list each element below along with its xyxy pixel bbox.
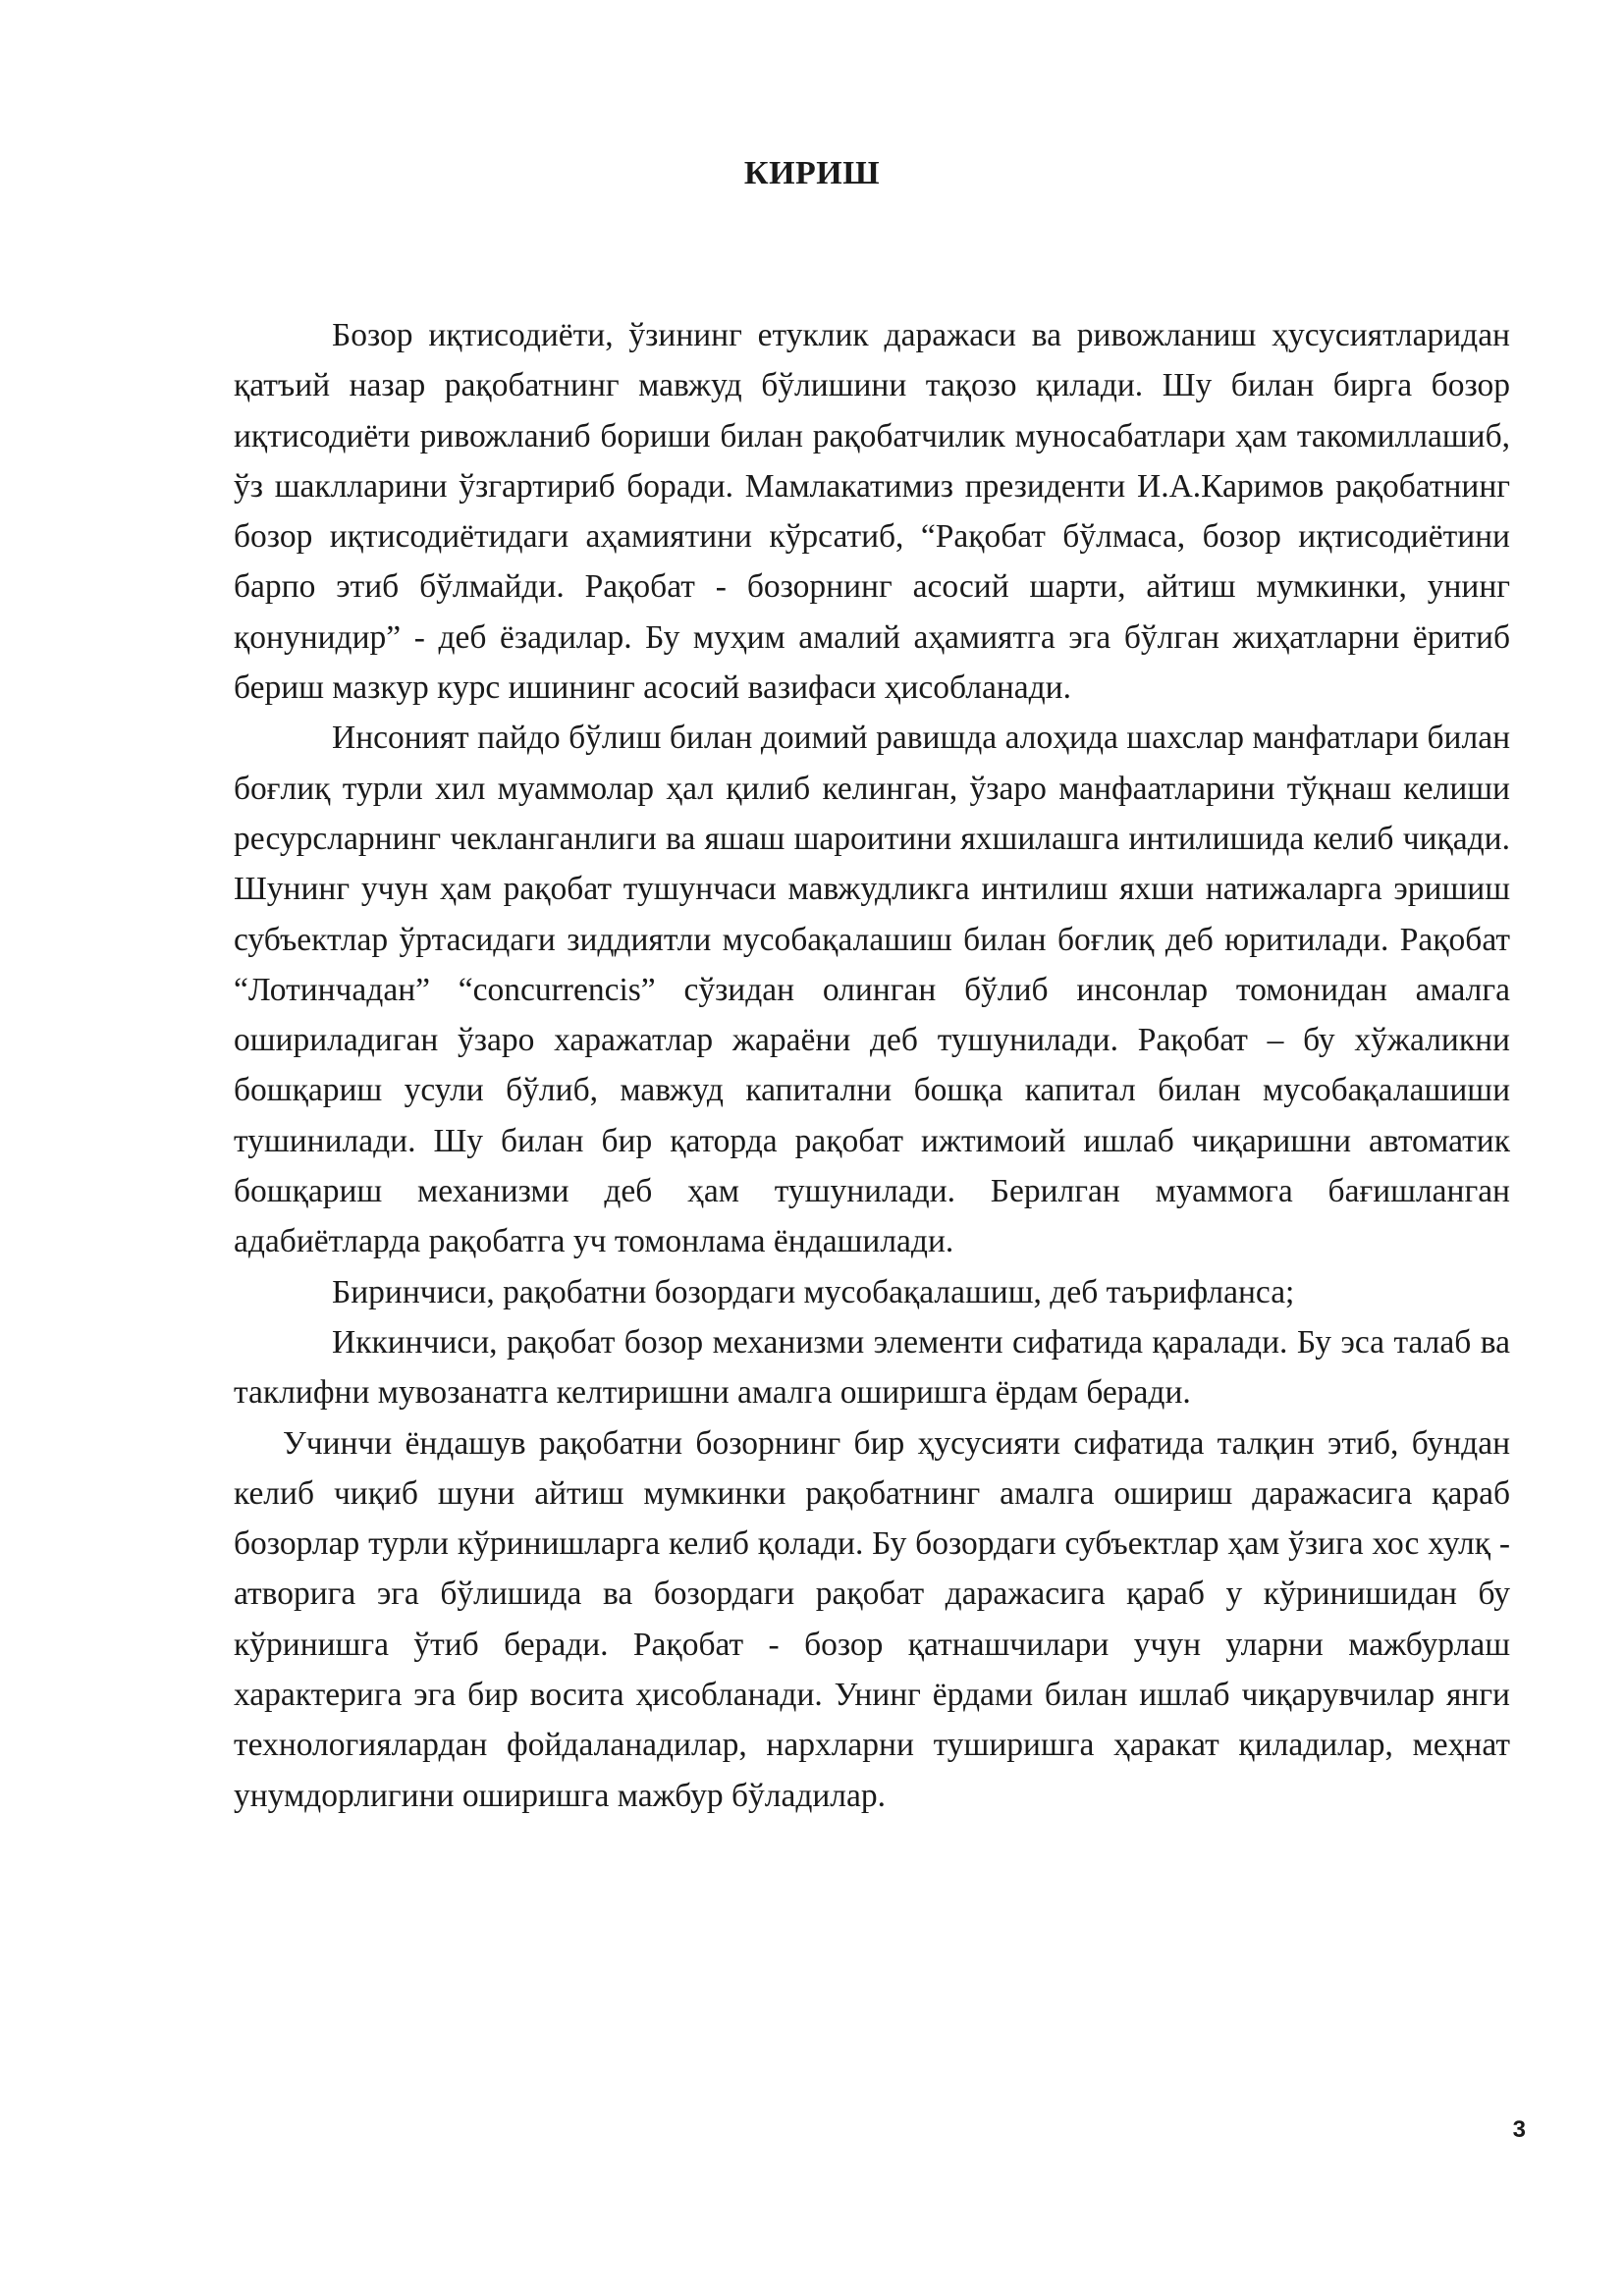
page-title: КИРИШ xyxy=(743,155,881,191)
page-number: 3 xyxy=(1512,2116,1526,2143)
paragraph-5: Учинчи ёндашув рақобатни бозорнинг бир ҳусусияти сифатида талқин этиб, бундан келиб чиқиб шуни айтиш мумкинки рақобатнинг амалга ошириш даражасига қараб бозорлар турли кўринишларга келиб қолади. Бу бозордаги субъектлар ҳам ўзига хос хулқ - атворига эга бўлишида ва бозордаги рақобат даражасига қараб у кўринишидан бу кўринишга ўтиб беради. Рақобат - бозор қатнашчилари учун уларни мажбурлаш характерига эга бир восита ҳисобланади. Унинг ёрдами билан ишлаб чиқарувчилар янги технологиялардан фойдаланадилар, нархларни туширишга ҳаракат қиладилар, меҳнат унумдорлигини оширишга мажбур бўладилар. xyxy=(234,1424,1510,1814)
body-text xyxy=(234,310,1510,1821)
paragraph-4: Иккинчиси, рақобат бозор механизми элементи сифатида қаралади. Бу эса талаб ва таклифни мувозанатга келтиришни амалга оширишга ёрдам беради. xyxy=(234,1323,1510,1412)
paragraph-2: Инсоният пайдо бўлиш билан доимий равишда алоҳида шахслар манфатлари билан боғлиқ турли хил муаммолар ҳал қилиб келинган, ўзаро манфаатларини тўқнаш келиши ресурсларнинг чекланганлиги ва яшаш шароитини яхшилашга интилишида келиб чиқади. Шунинг учун ҳам рақобат тушунчаси мавжудликга интилиш яхши натижаларга эришиш субъектлар ўртасидаги зиддиятли мусобақалашиш билан боғлиқ деб юритилади. Рақобат “Лотинчадан” “concurrencis” сўзидан олинган бўлиб инсонлар томонидан амалга ошириладиган ўзаро харажатлар жараёни деб тушунилади. Рақобат – бу хўжаликни бошқариш усули бўлиб, мавжуд капитални бошқа капитал билан мусобақалашиши тушинилади. Шу билан бир қаторда рақобат ижтимоий ишлаб чиқаришни автоматик бошқариш механизми деб ҳам тушунилади. Берилган муаммога бағишланган адабиётларда рақобатга уч томонлама ёндашилади. xyxy=(234,720,1510,1260)
paragraph-1: Бозор иқтисодиёти, ўзининг етуклик даражаси ва ривожланиш ҳусусиятларидан қатъий назар рақобатнинг мавжуд бўлишини тақозо қилади. Шу билан бирга бозор иқтисодиёти ривожланиб бориши билан рақобатчилик муносабатлари ҳам такомиллашиб, ўз шаклларини ўзгартириб боради. Мамлакатимиз президенти И.А.Каримов рақобатнинг бозор иқтисодиётидаги аҳамиятини кўрсатиб, “Рақобат бўлмаса, бозор иқтисодиётини барпо этиб бўлмайди. Рақобат - бозорнинг асосий шарти, айтиш мумкинки, унинг қонунидир” - деб ёзадилар. Бу муҳим амалий аҳамиятга эга бўлган жиҳатларни ёритиб бериш мазкур курс ишининг асосий вазифаси ҳисобланади. xyxy=(234,317,1510,707)
paragraph-3: Биринчиси, рақобатни бозордаги мусобақалашиш, деб таърифланса; xyxy=(332,1273,1295,1310)
